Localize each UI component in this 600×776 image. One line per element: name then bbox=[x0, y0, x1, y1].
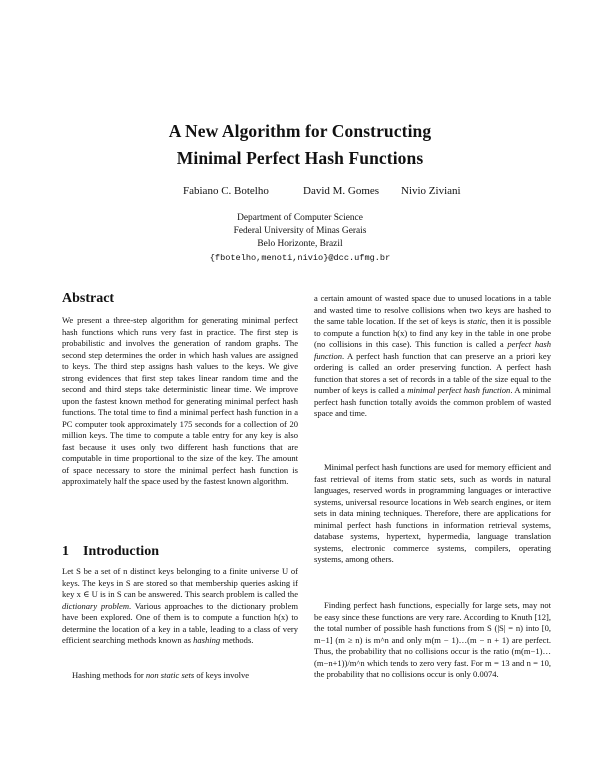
intro-paragraph-2: Hashing methods for non static sets of keys involve bbox=[72, 670, 250, 680]
title-line-1: A New Algorithm for Constructing bbox=[168, 121, 432, 141]
author-name: Nivio Ziviani bbox=[401, 185, 461, 197]
section-heading bbox=[62, 544, 159, 560]
affiliation-department: Department of Computer Science bbox=[237, 213, 363, 223]
right-paragraph-1: a certain amount of wasted space due to unused locations in a table and wasted time to resolve collisions when two keys are hashed to the same table location. If the set of keys is static, then it is possible to compute a function h(x) to find any key in the table in one probe (no collisions in this case). This function is called a perfect hash function. A perfect hash function that can preserve an a priori key ordering is called an order preserving function. A perfect hash function that stores a set of records in a table of the size equal to the number of keys is called a minimal perfect hash function. A minimal perfect hash function totally avoids the common problem of wasted space and time. bbox=[314, 293, 551, 418]
abstract-heading: Abstract bbox=[62, 291, 115, 306]
title-line-2: Minimal Perfect Hash Functions bbox=[176, 148, 424, 168]
section-title: Introduction bbox=[83, 544, 159, 559]
right-paragraph-3: Finding perfect hash functions, especially for large sets, may not be easy since these functions are very rare. According to Knuth [12], the total number of possible hash functions from S (|S| = n) into [0, m−1] (m ≥ n) is m^n and only m(m − 1)…(m − n + 1) are perfect. Thus, the probability that no collisions occur is the ratio (m(m−1)…(m−n+1))/m^n which tends to zero very fast. For m = 13 and n = 10, the probability that no collisions occur is only 0.0074. bbox=[314, 600, 551, 679]
abstract-text: We present a three-step algorithm for generating minimal perfect hash functions which runs very fast in practice. The first step is probabilistic and involves the generation of random graphs. The second step determines the order in which hash values are assigned to keys. The third step assigns hash values to the keys. We give strong evidences that first step takes linear random time and the second and third steps take deterministic linear time. We improve upon the fastest known method for generating minimal perfect hash functions. The total time to find a minimal perfect hash function in a PC computer took approximately 175 seconds for a collection of 20 million keys. The time to compute a table entry for any key is also fast because it uses only two different hash functions that are computable in time proportional to the size of the key. The amount of space necessary to store the minimal perfect hash function is approximately half the space used by the fastest known algorithm. bbox=[62, 315, 298, 486]
section-number: 1 bbox=[62, 544, 69, 559]
affiliation-city: Belo Horizonte, Brazil bbox=[257, 239, 343, 249]
affiliation-university: Federal University of Minas Gerais bbox=[233, 226, 367, 236]
intro-paragraph-1: Let S be a set of n distinct keys belonging to a finite universe U of keys. The keys in S are stored so that membership queries asking if key x ∈ U is in S can be answered. This search problem is called the dictionary problem. Various approaches to the dictionary problem have been explored. One of them is to compute a function h(x) to determine the location of a key in a table, leading to a class of very efficient searching methods known as hashing methods. bbox=[62, 566, 299, 645]
author-name: David M. Gomes bbox=[303, 185, 380, 197]
right-paragraph-2: Minimal perfect hash functions are used for memory efficient and fast retrieval of items from static sets, such as words in natural languages, reserved words in programming languages or interactive systems, universal resource locations in Web search engines, or item sets in data mining techniques. Therefore, there are applications for minimal perfect hash functions in information retrieval systems, database systems, hypertext, hypermedia, language translation systems, electronic commerce systems, compilers, operating systems, among others. bbox=[314, 462, 551, 564]
author-name: Fabiano C. Botelho bbox=[183, 185, 269, 197]
affiliation-email bbox=[0, 252, 600, 265]
email-address: {fbotelho,menoti,nivio}@dcc.ufmg.br bbox=[209, 253, 391, 263]
